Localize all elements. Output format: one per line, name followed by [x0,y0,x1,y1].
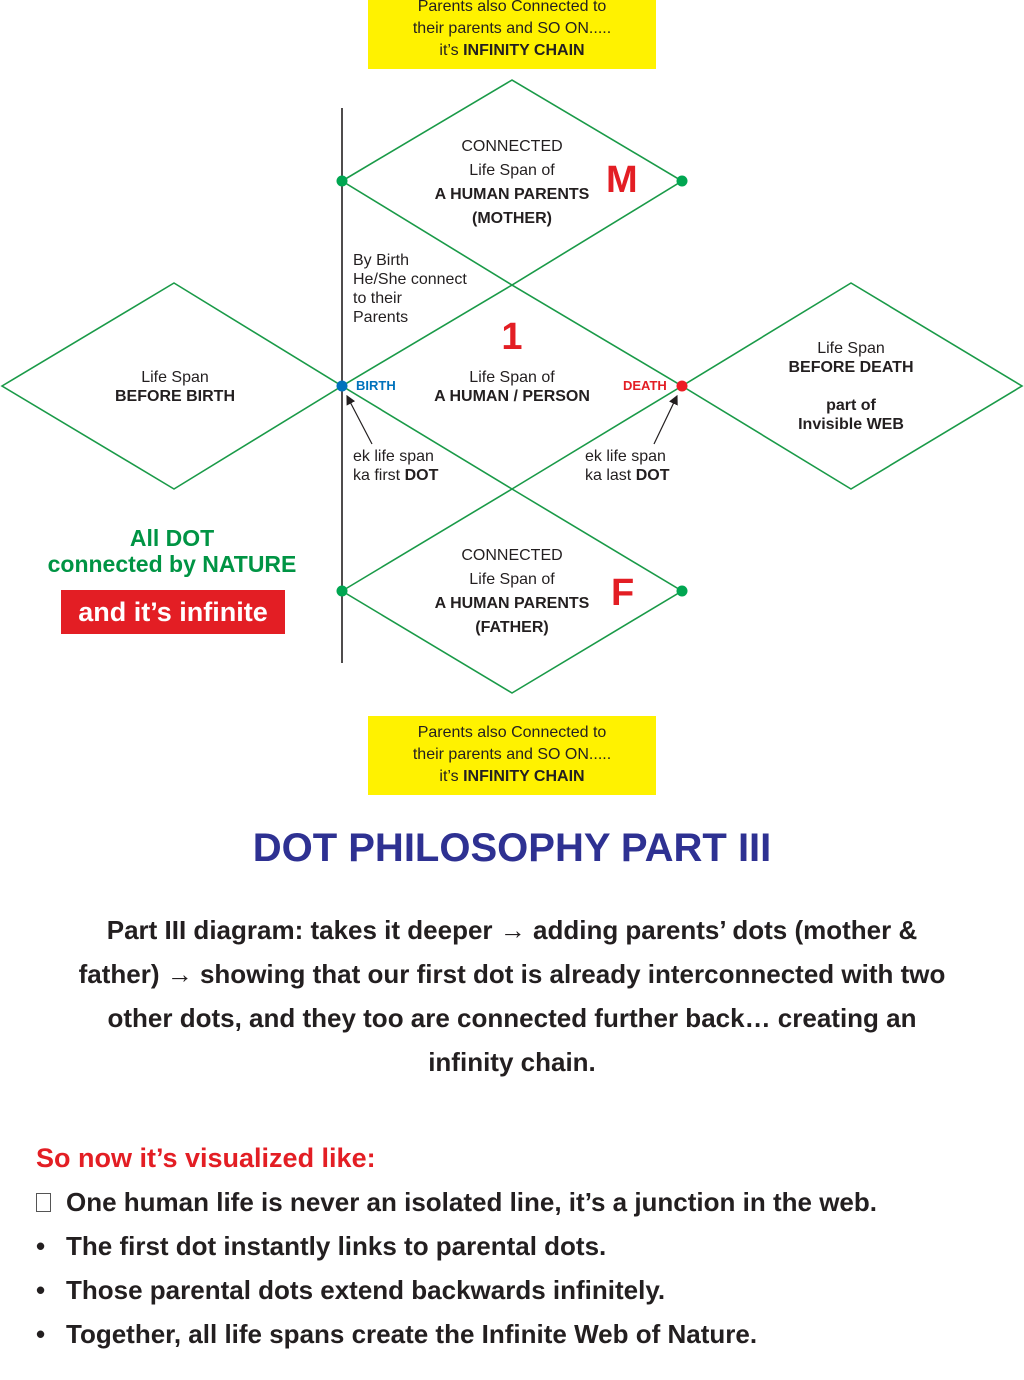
birth-connect-line4: Parents [353,309,409,326]
before-death-line4: Invisible WEB [798,416,904,433]
top-banner-line3-bold: INFINITY CHAIN [463,42,585,59]
infinite-badge: and it’s infinite [61,590,285,634]
top-banner-line3-prefix: it’s [439,42,464,59]
description-line3: other dots, and they too are connected further back… creating an [107,1003,917,1033]
description-paragraph [10,908,1014,1084]
mother-start-dot [337,176,348,187]
missing-glyph-box-icon [36,1193,51,1212]
birth-connect-line1: By Birth [353,252,410,269]
first-dot-line2-prefix: ka first [353,467,405,484]
before-birth-line1: Life Span [141,369,209,386]
father-line4: (FATHER) [475,619,549,636]
father-letter: F [611,572,635,614]
before-death-label [771,339,931,434]
bullet-text: Those parental dots extend backwards infinitely. [66,1275,666,1305]
father-start-dot [337,586,348,597]
first-dot-note [353,447,438,485]
mother-line2: Life Span of [469,162,555,179]
mother-end-dot [677,176,688,187]
list-item [36,1231,1016,1275]
description-line1: Part III diagram: takes it deeper → adding parents’ dots (mother & [106,915,918,945]
top-infinity-banner [368,0,656,69]
before-birth-label [95,368,255,406]
bottom-infinity-banner [368,716,656,795]
father-line3: A HUMAN PARENTS [434,595,590,612]
last-dot-line2-prefix: ka last [585,467,636,484]
person-line2: A HUMAN / PERSON [434,388,590,405]
death-dot [677,381,688,392]
bullet-mark: • [36,1231,46,1261]
bullet-mark: • [36,1275,46,1305]
list-item [36,1275,1016,1319]
before-death-line1: Life Span [817,340,885,357]
bottom-banner-line1: Parents also Connected to [417,724,607,741]
nature-line2: connected by NATURE [47,551,297,577]
top-banner-line2: their parents and SO ON..... [412,20,612,37]
bullet-mark: • [36,1319,46,1349]
person-label [412,368,612,406]
visualized-subheading: So now it’s visualized like: [36,1143,376,1173]
before-death-line2: BEFORE DEATH [788,359,914,376]
father-line2: Life Span of [469,571,555,588]
birth-connect-line2: He/She connect [353,271,467,288]
mother-letter: M [606,159,638,201]
last-dot-note [585,447,669,485]
last-dot-line2-bold: DOT [635,467,670,484]
birth-connect-line3: to their [353,290,402,307]
top-banner-line1: Parents also Connected to [417,0,607,15]
description-line2: father) → showing that our first dot is already interconnected with two [78,959,946,989]
bottom-banner-line3-bold: INFINITY CHAIN [463,768,585,785]
first-dot-line2-bold: DOT [404,467,439,484]
bottom-banner-line2: their parents and SO ON..... [412,746,612,763]
bottom-banner-line3-prefix: it’s [439,768,464,785]
nature-line1: All DOT [129,525,215,551]
person-line1: Life Span of [469,369,555,386]
first-dot-arrow [347,396,372,444]
list-item [36,1187,1016,1231]
list-item [36,1319,1016,1363]
birth-connect-note [353,251,467,327]
bullet-list [36,1187,1016,1363]
birth-dot [337,381,348,392]
description-line4: infinity chain. [428,1047,596,1077]
before-death-line3: part of [826,397,876,414]
before-birth-line2: BEFORE BIRTH [115,388,235,405]
person-number: 1 [501,316,523,358]
father-label [412,544,612,640]
bullet-text: One human life is never an isolated line, it’s a junction in the web. [66,1187,877,1217]
first-dot-line1: ek life span [353,448,434,465]
birth-label: BIRTH [356,378,396,393]
bullet-text: The first dot instantly links to parental dots. [66,1231,607,1261]
father-line1: CONNECTED [461,547,563,564]
last-dot-line1: ek life span [585,448,666,465]
father-end-dot [677,586,688,597]
mother-label [412,135,612,231]
mother-line4: (MOTHER) [472,210,552,227]
mother-line3: A HUMAN PARENTS [434,186,590,203]
nature-note [22,525,322,577]
bullet-text: Together, all life spans create the Infinite Web of Nature. [66,1319,758,1349]
page-title: DOT PHILOSOPHY PART III [252,826,772,870]
death-label: DEATH [623,378,667,393]
last-dot-arrow [654,396,677,444]
mother-line1: CONNECTED [461,138,563,155]
